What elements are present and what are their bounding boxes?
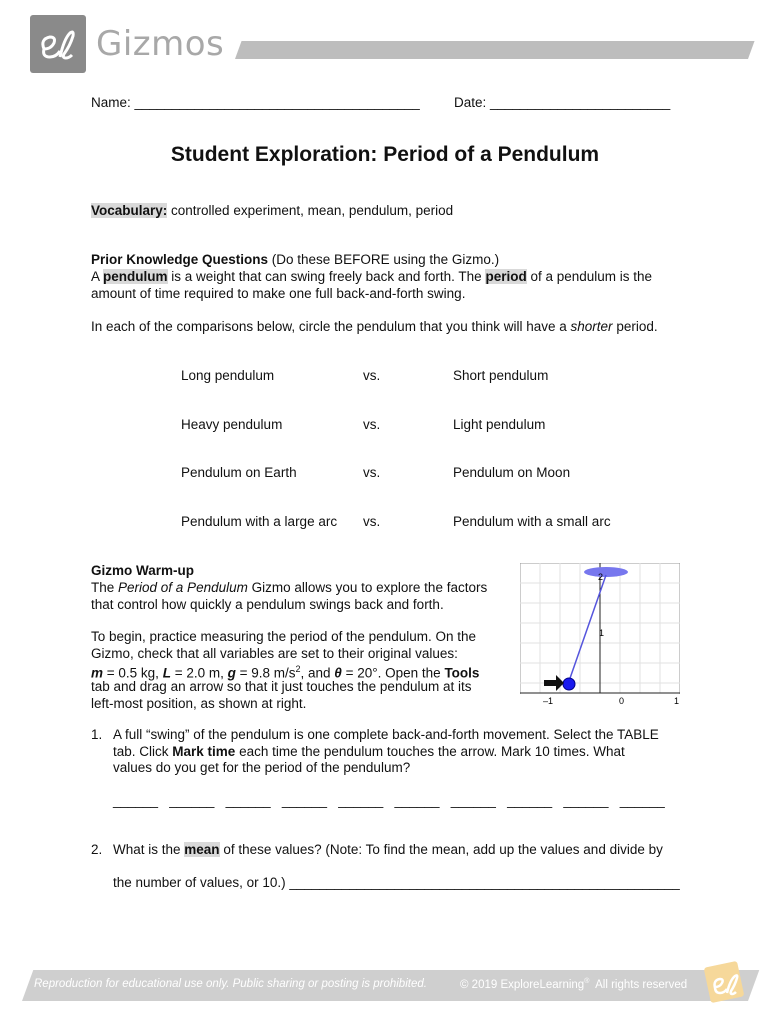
comparison-right-4[interactable]: Pendulum with a small arc — [453, 514, 611, 529]
warmup-p2-line4: tab and drag an arrow so that it just touches the pendulum at its — [91, 679, 472, 694]
comparison-right-3[interactable]: Pendulum on Moon — [453, 465, 571, 480]
prior-line-2: amount of time required to make one full back-and-forth swing. — [91, 286, 466, 301]
term-mean: mean — [184, 842, 220, 857]
var-m: m — [91, 665, 104, 681]
vocabulary-terms: controlled experiment, mean, pendulum, period — [167, 203, 454, 218]
text: In each of the comparisons below, circle the pendulum that you think will have a — [91, 319, 571, 334]
label-1: 1 — [599, 628, 605, 638]
comparison-vs-3: vs. — [363, 465, 381, 480]
text: period. — [612, 319, 658, 334]
date-field[interactable]: Date: ________________________ — [454, 95, 671, 110]
el-footer-logo-icon — [703, 960, 745, 1004]
footer-copyright — [460, 978, 687, 991]
warmup-p2-line2: Gizmo, check that all variables are set to their original values: — [91, 646, 458, 661]
text: = 20°. Open the — [341, 665, 445, 681]
prior-heading-note: (Do these BEFORE using the Gizmo.) — [268, 252, 500, 267]
comparison-right-1[interactable]: Short pendulum — [453, 368, 549, 383]
prior-line-1 — [91, 268, 652, 285]
q1-number: 1. — [91, 727, 103, 742]
warmup-p1-line1 — [91, 579, 487, 596]
vocabulary-label: Vocabulary: — [91, 203, 168, 218]
q2-line1 — [113, 841, 663, 858]
el-logo-icon — [30, 15, 86, 73]
text: of a pendulum is the — [526, 269, 653, 284]
warmup-p2-line1: To begin, practice measuring the period of the pendulum. On the — [91, 629, 476, 644]
text: of these values? (Note: To find the mean, add up the values and divide by — [219, 842, 663, 857]
comparison-left-2[interactable]: Heavy pendulum — [181, 417, 283, 432]
term-period: period — [485, 269, 527, 284]
text: tab. Click — [113, 744, 173, 759]
registered-mark: ® — [584, 978, 590, 985]
comparison-vs-2: vs. — [363, 417, 381, 432]
warmup-heading — [91, 562, 194, 579]
prior-heading — [91, 251, 499, 268]
comparison-vs-4: vs. — [363, 514, 381, 529]
explorelearning-logo — [30, 15, 86, 73]
pendulum-bob[interactable] — [563, 678, 575, 690]
text: , and — [300, 665, 335, 681]
text: What is the — [113, 842, 185, 857]
var-L: L — [162, 665, 171, 681]
text: All rights reserved — [589, 978, 688, 991]
q1-answer-blanks[interactable]: ______ ______ ______ ______ ______ ______ ______ ______ ______ ______ — [113, 793, 665, 808]
gizmo-name: Period of a Pendulum — [118, 580, 248, 595]
header-bar — [235, 41, 755, 59]
prior-heading-label: Prior Knowledge Questions — [91, 252, 269, 267]
warmup-p2-line5: left-most position, as shown at right. — [91, 696, 307, 711]
emphasis-shorter: shorter — [570, 319, 613, 334]
comparison-vs-1: vs. — [363, 368, 381, 383]
term-pendulum: pendulum — [103, 269, 168, 284]
footer-logo — [703, 960, 745, 1004]
text: = 0.5 kg, — [103, 665, 163, 681]
q1-line2 — [113, 743, 625, 760]
tools-word: Tools — [444, 665, 480, 681]
warmup-p1-line2: that control how quickly a pendulum swings back and forth. — [91, 597, 444, 612]
q2-line2-answer[interactable]: the number of values, or 10.) ____________________________________________________ — [113, 875, 680, 890]
vocabulary — [91, 202, 453, 219]
q2-number: 2. — [91, 842, 103, 857]
tick-0: 0 — [619, 696, 625, 706]
comparison-left-4[interactable]: Pendulum with a large arc — [181, 514, 338, 529]
warmup-heading-label: Gizmo Warm-up — [91, 563, 194, 578]
comparison-left-1[interactable]: Long pendulum — [181, 368, 275, 383]
pendulum-simulation — [520, 563, 680, 708]
text: © 2019 ExploreLearning — [460, 978, 585, 991]
q1-line1: A full “swing” of the pendulum is one complete back-and-forth movement. Select the TABLE — [113, 727, 659, 742]
name-field[interactable]: Name: ______________________________________ — [91, 95, 420, 110]
text: is a weight that can swing freely back and forth. The — [167, 269, 486, 284]
text: each time the pendulum touches the arrow. Mark 10 times. What — [235, 744, 625, 759]
text: = 9.8 m/s — [235, 665, 296, 681]
comparison-left-3[interactable]: Pendulum on Earth — [181, 465, 297, 480]
text: = 2.0 m, — [170, 665, 228, 681]
pendulum-diagram — [520, 563, 680, 708]
tick-1: 1 — [674, 696, 680, 706]
mark-time-word: Mark time — [172, 744, 236, 759]
superscript: 2 — [295, 664, 301, 674]
q1-line3: values do you get for the period of the pendulum? — [113, 760, 411, 775]
prior-instruction — [91, 318, 658, 335]
text: Gizmo allows you to explore the factors — [247, 580, 488, 595]
text: The — [91, 580, 119, 595]
page-title: Student Exploration: Period of a Pendulum — [170, 143, 600, 166]
comparison-right-2[interactable]: Light pendulum — [453, 417, 546, 432]
var-g: g — [227, 665, 236, 681]
brand-name: Gizmos — [96, 24, 225, 64]
tick-neg1: –1 — [543, 696, 554, 706]
text: A — [91, 269, 104, 284]
var-theta: θ — [334, 665, 342, 681]
label-2: 2 — [598, 572, 604, 582]
footer-notice: Reproduction for educational use only. Public sharing or posting is prohibited. — [34, 978, 427, 990]
